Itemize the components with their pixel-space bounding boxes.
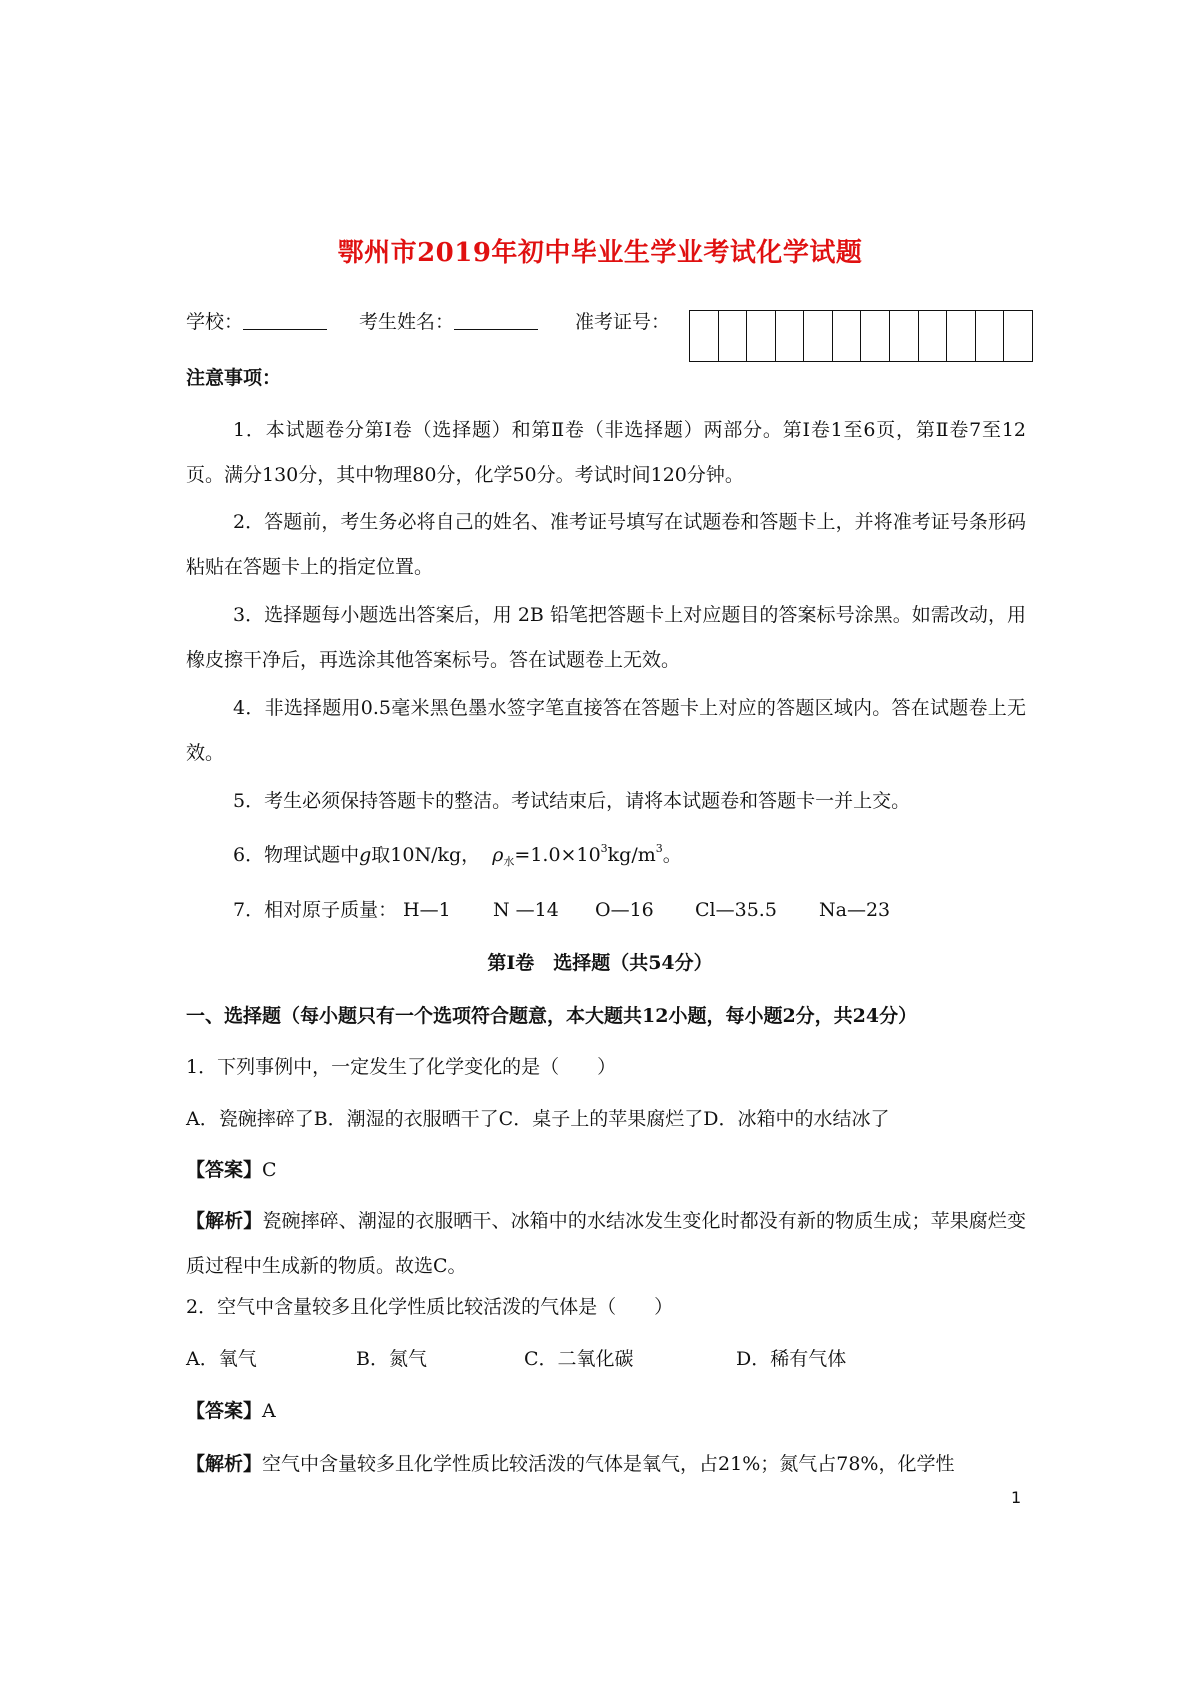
question-1-analysis [186, 1199, 1026, 1289]
exam-title: 鄂州市2019年初中毕业生学业考试化学试题 [337, 238, 863, 268]
school-field [186, 310, 327, 334]
item6-eq: =1.0×10 [514, 844, 601, 866]
digit-box[interactable] [976, 311, 1005, 361]
answer-value: A [262, 1400, 276, 1422]
digit-box[interactable] [861, 311, 890, 361]
item6-prefix: 6．物理试题中 [233, 844, 360, 866]
digit-box[interactable] [1004, 311, 1032, 361]
option-b: B．氮气 [356, 1348, 427, 1370]
item6-g: g [359, 844, 372, 866]
answer-value: C [262, 1159, 277, 1181]
question-2-stem: 2．空气中含量较多且化学性质比较活泼的气体是（ ） [186, 1296, 674, 1318]
notice-item-1: 1．本试题卷分第Ⅰ卷（选择题）和第Ⅱ卷（非选择题）两部分。第Ⅰ卷1至6页，第Ⅱ卷7至12页。满分130分，其中物理80分，化学50分。考试时间120分钟。 [186, 419, 1026, 486]
digit-box[interactable] [747, 311, 776, 361]
page-number: 1 [1011, 1488, 1022, 1507]
name-blank[interactable] [454, 311, 538, 330]
notice-item-2: 2．答题前，考生务必将自己的姓名、准考证号填写在试题卷和答题卡上，并将准考证号条形码粘贴在答题卡上的指定位置。 [186, 511, 1026, 578]
question-2-analysis [186, 1452, 954, 1476]
option-c: C．二氧化碳 [524, 1348, 634, 1370]
analysis-text: 空气中含量较多且化学性质比较活泼的气体是氧气，占21%；氮气占78%，化学性 [262, 1453, 955, 1475]
notice-item-4: 4．非选择题用0.5毫米黑色墨水签字笔直接答在答题卡上对应的答题区域内。答在试题卷上无效。 [186, 697, 1026, 764]
digit-box[interactable] [890, 311, 919, 361]
item6-end: 。 [662, 844, 682, 866]
digit-box[interactable] [776, 311, 805, 361]
question-1-options: A．瓷碗摔碎了B．潮湿的衣服晒干了C．桌子上的苹果腐烂了D．冰箱中的水结冰了 [186, 1108, 890, 1130]
section-title: 第Ⅰ卷 选择题（共54分） [487, 952, 713, 974]
name-field [359, 310, 538, 334]
item6-exp: 3 [600, 842, 608, 855]
question-1-stem: 1．下列事例中，一定发生了化学变化的是（ ） [186, 1056, 617, 1078]
item6-g-text: 取10N/kg， [371, 844, 481, 866]
notice-item-3: 3．选择题每小题选出答案后，用 2B 铅笔把答题卡上对应题目的答案标号涂黑。如需改动，用橡皮擦干净后，再选涂其他答案标号。答在试题卷上无效。 [186, 604, 1026, 671]
question-2-answer [186, 1399, 276, 1423]
exam-number-label: 准考证号： [575, 311, 671, 333]
item6-unit-exp: 3 [655, 842, 663, 855]
digit-box[interactable] [804, 311, 833, 361]
analysis-text: 瓷碗摔碎、潮湿的衣服晒干、冰箱中的水结冰发生变化时都没有新的物质生成；苹果腐烂变质过程中生成新的物质。故选C。 [186, 1210, 1026, 1277]
digit-box[interactable] [719, 311, 748, 361]
option-a: A．氧气 [186, 1348, 257, 1370]
exam-number-field [575, 310, 670, 334]
answer-tag: 【答案】 [186, 1159, 263, 1181]
digit-box[interactable] [690, 311, 719, 361]
exam-number-boxes[interactable] [689, 310, 1033, 362]
item6-unit: kg/m [607, 844, 656, 866]
part-heading: 一、选择题（每小题只有一个选项符合题意，本大题共12小题，每小题2分，共24分） [186, 1005, 918, 1027]
notice-heading: 注意事项： [186, 367, 282, 389]
school-label: 学校： [186, 311, 244, 333]
notice-item-7 [233, 898, 891, 922]
digit-box[interactable] [833, 311, 862, 361]
answer-tag: 【答案】 [186, 1400, 263, 1422]
school-blank[interactable] [243, 311, 327, 330]
option-d: D．稀有气体 [736, 1348, 847, 1370]
atomic-mass: H—1 [403, 899, 451, 921]
atomic-mass: Na—23 [819, 899, 891, 921]
notice-item-5: 5．考生必须保持答题卡的整洁。考试结束后，请将本试题卷和答题卡一并上交。 [233, 790, 911, 812]
atomic-mass: N —14 [493, 899, 559, 921]
name-label: 考生姓名： [359, 311, 455, 333]
analysis-tag: 【解析】 [186, 1210, 263, 1232]
analysis-tag: 【解析】 [186, 1453, 263, 1475]
item7-label: 7．相对原子质量： [233, 899, 398, 921]
item6-rho: ρ [492, 844, 504, 866]
digit-box[interactable] [947, 311, 976, 361]
atomic-mass: Cl—35.5 [695, 899, 777, 921]
atomic-mass: O—16 [595, 899, 654, 921]
notice-item-6 [186, 833, 1026, 878]
digit-box[interactable] [919, 311, 948, 361]
question-1-answer [186, 1158, 277, 1182]
item6-rho-sub: 水 [503, 855, 515, 868]
